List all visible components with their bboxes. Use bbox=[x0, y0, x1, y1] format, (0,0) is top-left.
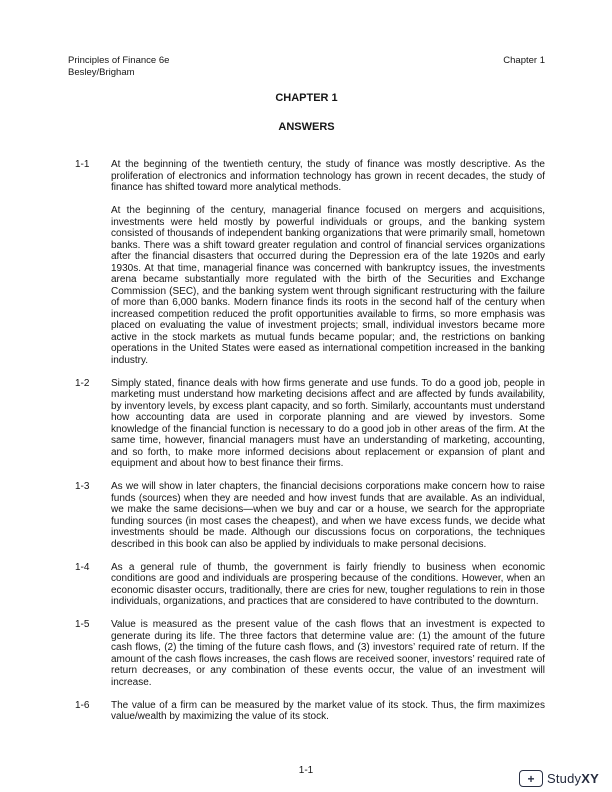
answer-paragraph: Simply stated, finance deals with how firms generate and use funds. To do a good job, people in marketing must understand how marketing decisions affect and are affected by funds availability, by inventory levels, by excess plant capacity, and so forth. Similarly, accountants must understand how accounting data are used in corporate planning and are viewed by investors. Some knowledge of the financial function is necessary to do a good job in other areas of the firm. At the same time, however, financial managers must have an understanding of marketing, accounting, and so forth, to make more informed decisions about replacement or expansion of plant and equipment and about how to best finance their firms. bbox=[111, 377, 545, 469]
title-block bbox=[68, 93, 545, 133]
brand-name-part2: XY bbox=[581, 770, 599, 786]
answer-paragraph: Value is measured as the present value of the cash flows that an investment is expected to generate during its life. The three factors that determine value are: (1) the amount of the future cash flows, (2) the timing of the future cash flows, and (3) investors’ required rate of return. If the amount of the cash flows increases, the cash flows are received sooner, investors’ required rate of return decreases, or any combination of these events occur, the value of an investment will increase. bbox=[111, 619, 545, 688]
answer-paragraph: As a general rule of thumb, the government is fairly friendly to business when economic conditions are good and individuals are prospering because of the conditions. However, when an economic disaster occurs, traditionally, there are cries for new, tougher regulations to rein in those individuals, organizations, and practices that are considered to have contributed to the downturn. bbox=[111, 561, 545, 607]
answer-item-1-1 bbox=[75, 159, 545, 366]
answer-body bbox=[111, 700, 545, 723]
answer-body bbox=[111, 159, 545, 366]
answer-body bbox=[111, 562, 545, 608]
answer-body bbox=[111, 378, 545, 470]
book-title: Principles of Finance 6e bbox=[68, 55, 170, 66]
answers-heading: ANSWERS bbox=[278, 120, 335, 133]
answer-paragraph: The value of a firm can be measured by the market value of its stock. Thus, the firm maximizes value/wealth by maximizing the value of its stock. bbox=[111, 699, 545, 722]
book-authors: Besley/Brigham bbox=[68, 66, 135, 78]
answer-item-1-6 bbox=[75, 700, 545, 723]
plus-icon: + bbox=[519, 770, 543, 787]
page-number: 1-1 bbox=[298, 764, 314, 776]
answer-paragraph: At the beginning of the century, managerial finance focused on mergers and acquisitions, investments were held mostly by powerful individuals or groups, and the banking system consisted of thousands of independent banking organizations that were primarily small, hometown banks. There was a shift toward greater regulation and control of financial services organizations after the financial disasters that occurred during the Depression era of the late 1920s and early 1930s. At that time, managerial finance was concerned with bankruptcy issues, the investments arena became substantially more regulated with the birth of the Securities and Exchange Commission (SEC), and the banking system went through significant restructuring with the failure of more than 6,000 banks. Modern finance finds its roots in the second half of the century when increased competition reduced the profit opportunities available to firms, so more emphasis was placed on evaluating the value of investment projects; small, individual investors became more active in the stock markets as mutual funds became popular; and, the restrictions on banking operations in the United States were eased as international competition increased in the banking industry. bbox=[111, 205, 545, 366]
chapter-title: CHAPTER 1 bbox=[275, 92, 338, 104]
answer-body bbox=[111, 481, 545, 550]
brand-name-part1: Study bbox=[547, 770, 582, 786]
answer-paragraph: As we will show in later chapters, the financial decisions corporations make concern how to raise funds (sources) when they are needed and how invest funds that are available. As an individual, we make the same decisions—when we buy and car or a house, we search for the appropriate funding sources (in most cases the cheapest), and when we have excess funds, we decide what investments should be made. Although our discussions focus on corporations, the techniques described in this book can also be applied by individuals to make personal decisions. bbox=[111, 481, 545, 550]
answer-number: 1-2 bbox=[75, 377, 90, 389]
answer-item-1-2 bbox=[75, 378, 545, 470]
answer-paragraph: At the beginning of the twentieth century, the study of finance was mostly descriptive. As the proliferation of electronics and information technology has grown in recent decades, the study of finance has shifted toward more analytical methods. bbox=[111, 159, 545, 193]
answer-item-1-4 bbox=[75, 562, 545, 608]
answer-number: 1-3 bbox=[75, 481, 90, 492]
page-header bbox=[68, 55, 545, 78]
answer-number: 1-6 bbox=[75, 699, 90, 711]
answer-number: 1-1 bbox=[75, 159, 90, 170]
brand-name bbox=[547, 770, 599, 786]
studyxy-watermark bbox=[519, 770, 599, 787]
answer-body bbox=[111, 619, 545, 688]
answer-item-1-3 bbox=[75, 481, 545, 550]
answer-number: 1-4 bbox=[75, 561, 90, 573]
header-book-info bbox=[68, 55, 169, 78]
answer-item-1-5 bbox=[75, 619, 545, 688]
answers-list bbox=[68, 159, 545, 723]
header-chapter-label: Chapter 1 bbox=[503, 55, 545, 66]
answer-number: 1-5 bbox=[75, 619, 90, 630]
